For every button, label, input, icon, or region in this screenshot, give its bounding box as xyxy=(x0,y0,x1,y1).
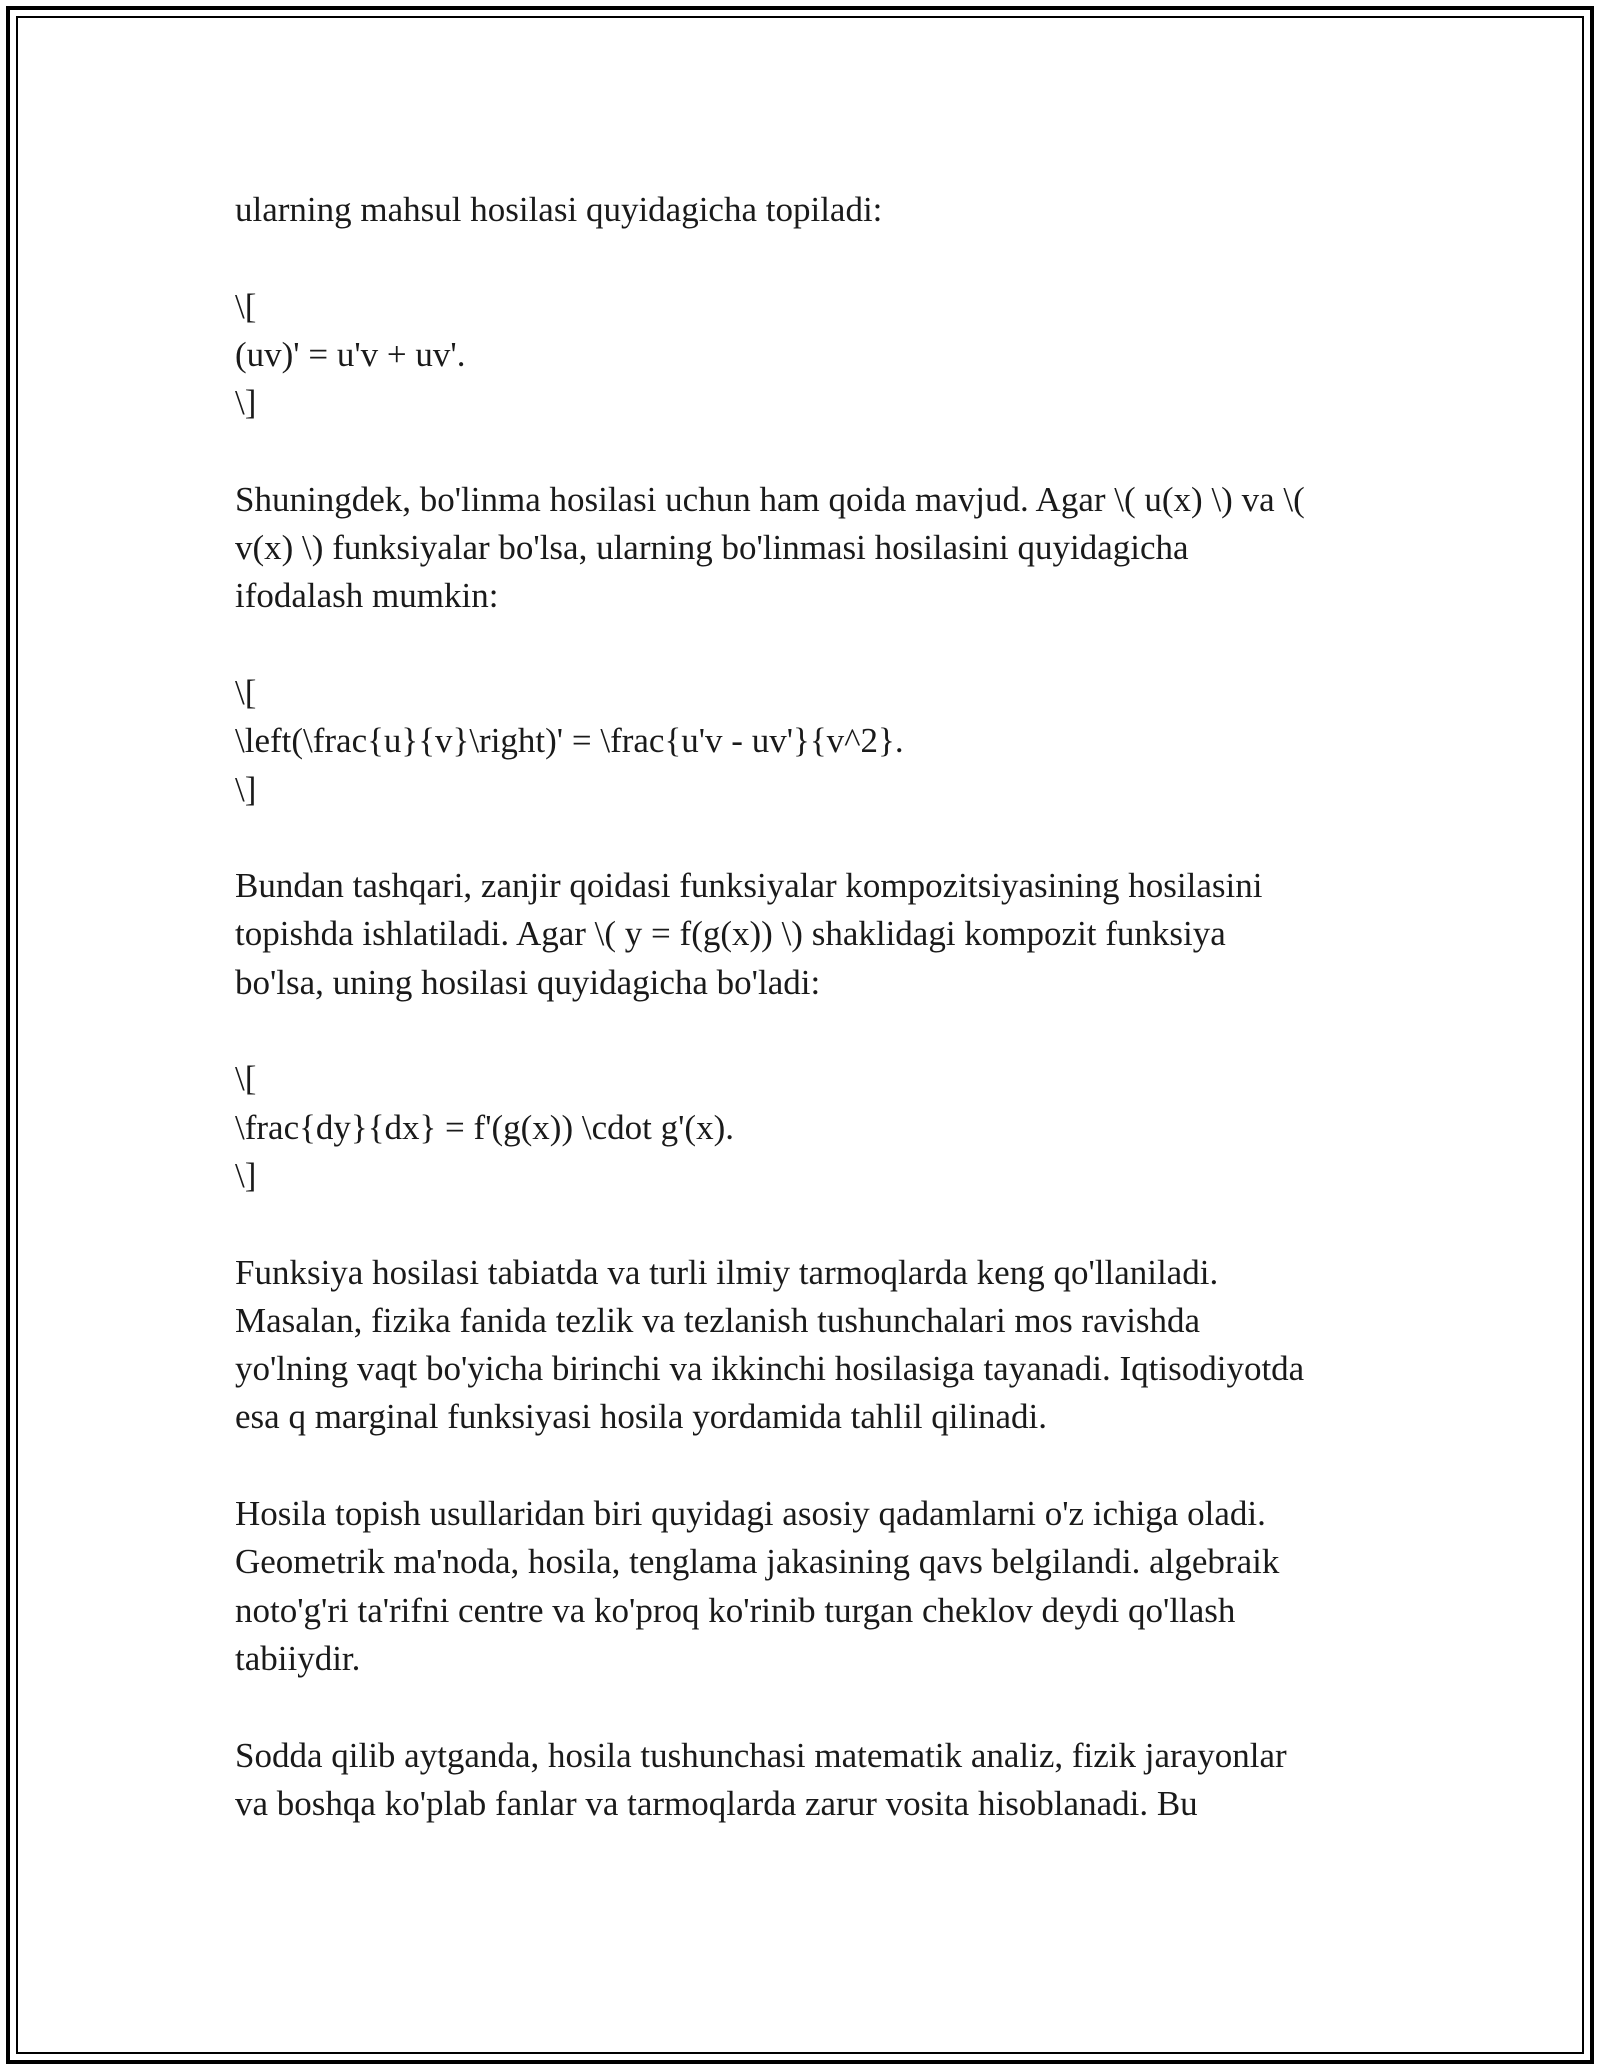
text-line: tabiiydir. xyxy=(235,1638,361,1678)
paragraph-applications xyxy=(235,1249,1375,1442)
text-line: va boshqa ko'plab fanlar va tarmoqlarda zarur vosita hisoblanadi. Bu xyxy=(235,1783,1198,1823)
text-line: yo'lning vaqt bo'yicha birinchi va ikkinchi hosilasiga tayanadi. Iqtisodiyotda xyxy=(235,1349,1305,1389)
paragraph-methods xyxy=(235,1490,1375,1683)
text-line: noto'g'ri ta'rifni centre va ko'proq ko'rinib turgan cheklov deydi qo'llash xyxy=(235,1590,1236,1630)
formula-line: \] xyxy=(235,1155,257,1195)
text-line: topishda ishlatiladi. Agar \( y = f(g(x)) \) shaklidagi kompozit funksiya xyxy=(235,914,1226,954)
formula-line: \[ xyxy=(235,672,257,712)
formula-product-rule xyxy=(235,283,1375,428)
paragraph-summary xyxy=(235,1732,1375,1829)
formula-chain-rule xyxy=(235,1055,1375,1200)
paragraph-quotient-rule-intro xyxy=(235,476,1375,621)
formula-line: \left(\frac{u}{v}\right)' = \frac{u'v - uv'}{v^2}. xyxy=(235,721,904,761)
paragraph-chain-rule-intro xyxy=(235,862,1375,1007)
formula-line: \] xyxy=(235,769,257,809)
text-line: Funksiya hosilasi tabiatda va turli ilmiy tarmoqlarda keng qo'llaniladi. xyxy=(235,1252,1219,1292)
document-body xyxy=(235,186,1375,1828)
text-line: ifodalash mumkin: xyxy=(235,576,499,616)
formula-line: (uv)' = u'v + uv'. xyxy=(235,334,466,374)
text-line: Masalan, fizika fanida tezlik va tezlanish tushunchalari mos ravishda xyxy=(235,1300,1201,1340)
text-line: v(x) \) funksiyalar bo'lsa, ularning bo'linmasi hosilasini quyidagicha xyxy=(235,528,1189,568)
text-line: esa q marginal funksiyasi hosila yordamida tahlil qilinadi. xyxy=(235,1397,1047,1437)
text-line: Hosila topish usullaridan biri quyidagi asosiy qadamlarni o'z ichiga oladi. xyxy=(235,1494,1266,1534)
formula-line: \] xyxy=(235,383,257,423)
text-line: Shuningdek, bo'linma hosilasi uchun ham qoida mavjud. Agar \( u(x) \) va \( xyxy=(235,479,1305,519)
text-line: Bundan tashqari, zanjir qoidasi funksiyalar kompozitsiyasining hosilasini xyxy=(235,866,1263,906)
formula-line: \frac{dy}{dx} = f'(g(x)) \cdot g'(x). xyxy=(235,1107,734,1147)
formula-line: \[ xyxy=(235,1059,257,1099)
text-line: bo'lsa, uning hosilasi quyidagicha bo'ladi: xyxy=(235,962,821,1002)
formula-quotient-rule xyxy=(235,669,1375,814)
text-line: ularning mahsul hosilasi quyidagicha topiladi: xyxy=(235,190,883,229)
text-line: Sodda qilib aytganda, hosila tushunchasi matematik analiz, fizik jarayonlar xyxy=(235,1735,1287,1775)
formula-line: \[ xyxy=(235,286,257,326)
text-line: Geometrik ma'noda, hosila, tenglama jakasining qavs belgilandi. algebraik xyxy=(235,1542,1280,1582)
paragraph-product-rule-intro xyxy=(235,186,1375,234)
